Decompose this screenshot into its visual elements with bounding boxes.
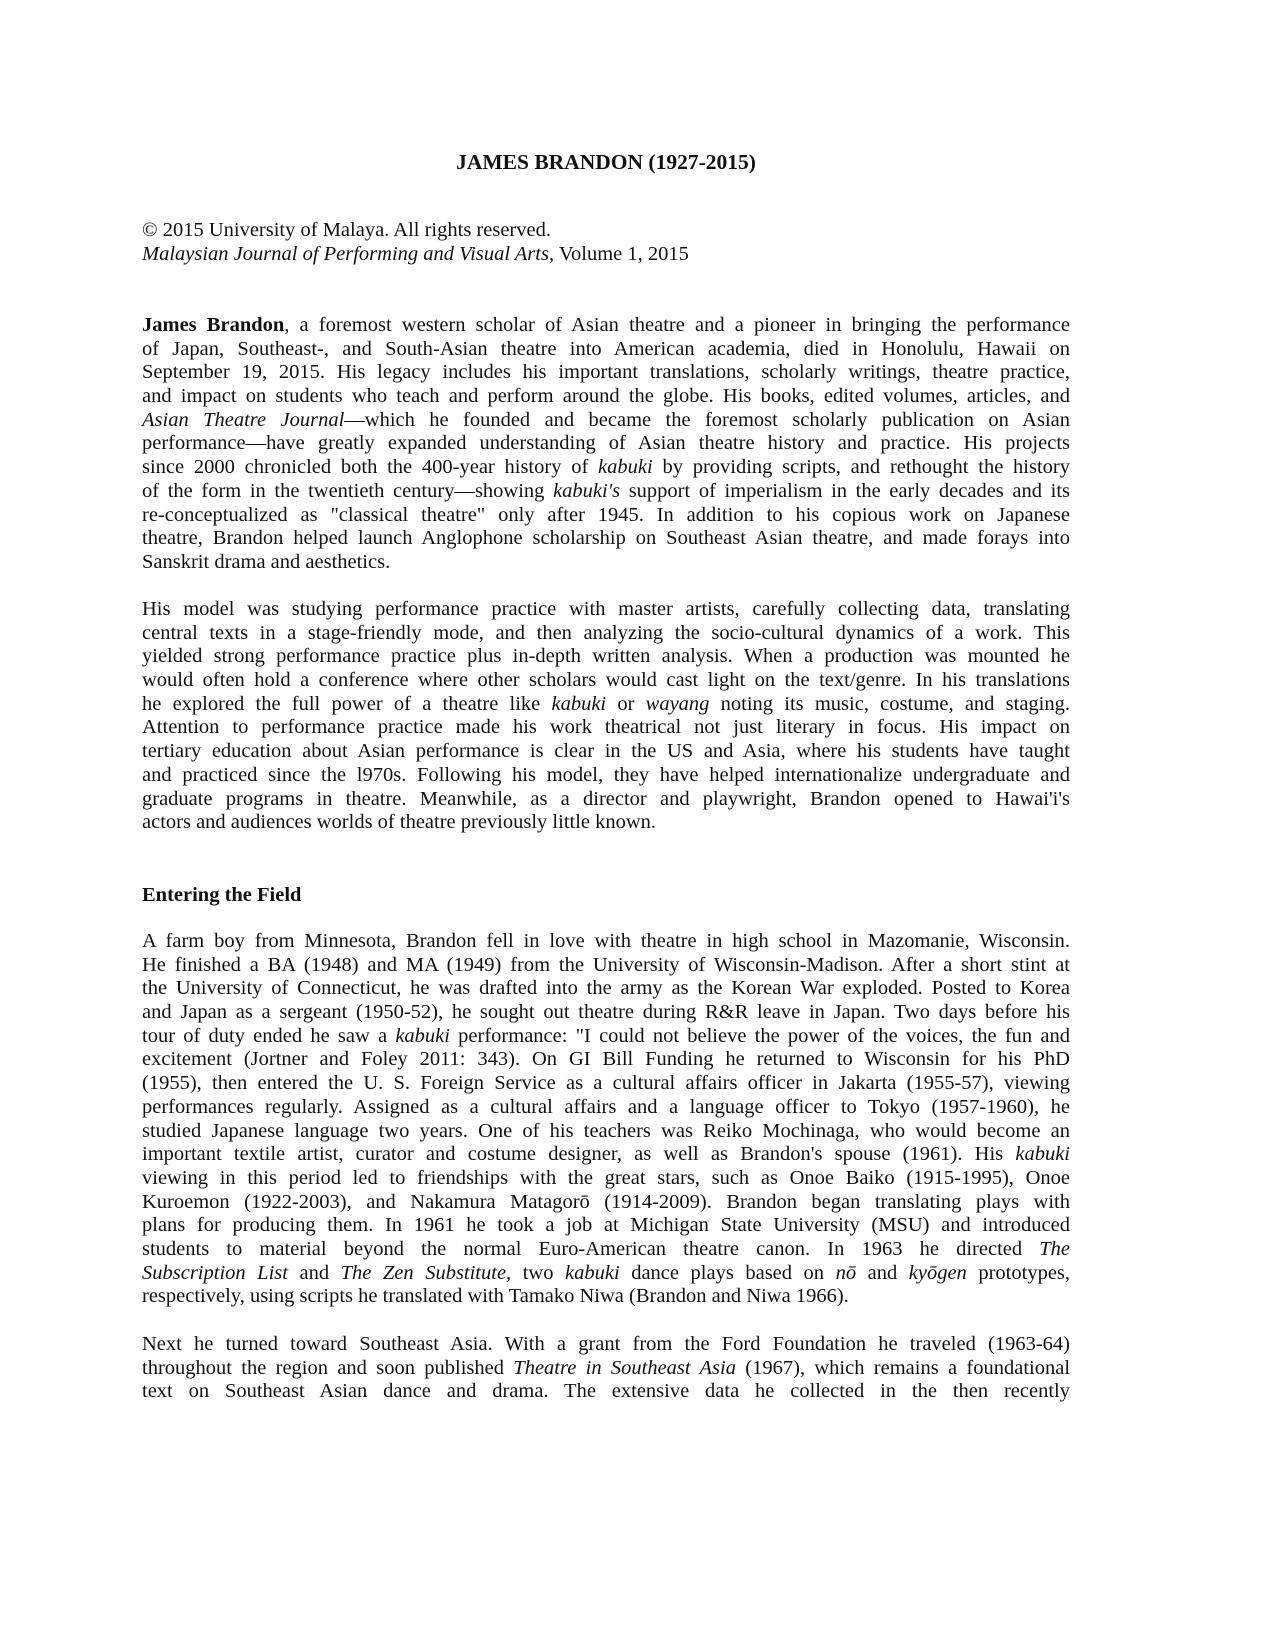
text-run: (1955), then entered the U. S. Foreign Service as a cultural affairs officer in Jakarta (1955-57), viewing [142,1072,1070,1095]
text-line [142,811,1070,835]
text-run: actors and audiences worlds of theatre previously little known. [142,811,657,834]
text-line [142,1333,1070,1357]
italic-term: Subscription List [142,1261,288,1284]
text-line [142,1285,1070,1309]
text-line [142,764,1070,788]
text-run: , a foremost western scholar of Asian theatre and a pioneer in bringing the performance [284,314,1070,336]
text-line [142,1025,1070,1049]
text-run: important textile artist, curator and costume designer, as well as Brandon's spouse (1961). His [142,1143,1016,1166]
paragraph-intro [142,314,1070,575]
text-run: A farm boy from Minnesota, Brandon fell in love with theatre in high school in Mazomanie, Wisconsin. [142,930,1070,952]
text-line [142,1120,1070,1144]
text-run: graduate programs in theatre. Meanwhile, as a director and playwright, Brandon opened to Hawai'i's [142,787,1070,810]
text-line [142,338,1070,362]
text-run: Kuroemon (1922-2003), and Nakamura Matagorō (1914-2009). Brandon began translating plays with [142,1190,1070,1213]
italic-term: kabuki [1015,1143,1070,1166]
text-run: central texts in a stage-friendly mode, and then analyzing the socio-cultural dynamics of a work. This [142,621,1070,644]
italic-term: nō [835,1261,857,1284]
text-line [142,788,1070,812]
text-run: tour of duty ended he saw a [142,1024,396,1047]
journal-name: Malaysian Journal of Performing and Visual Arts [142,242,549,265]
text-run: throughout the region and soon published [142,1356,514,1379]
copyright-notice: © 2015 University of Malaya. All rights reserved. [142,219,551,241]
italic-term: kyōgen [908,1261,967,1284]
text-run: studied Japanese language two years. One of his teachers was Reiko Mochinaga, who would become an [142,1119,1070,1142]
text-run: yielded strong performance practice plus in-depth written analysis. When a production was mounted he [142,645,1070,668]
text-line [142,1357,1070,1381]
italic-term: The [1039,1237,1070,1260]
text-run: Next he turned toward Southeast Asia. With a grant from the Ford Foundation he traveled (1963-64) [142,1333,1070,1355]
text-line [142,361,1070,385]
italic-term: kabuki [598,456,653,479]
text-run: would often hold a conference where other scholars would cast light on the text/genre. In his translations [142,669,1070,692]
text-run: His model was studying performance practice with master artists, carefully collecting data, translating [142,598,1070,620]
text-line [142,1001,1070,1025]
text-run: noting its music, costume, and staging. [709,692,1070,715]
text-line [142,1380,1070,1404]
text-line [142,1214,1070,1238]
text-line [142,930,1070,954]
text-run: and [856,1261,909,1284]
text-line [142,456,1070,480]
text-line [142,693,1070,717]
text-line [142,1072,1070,1096]
text-run: support of imperialism in the early decades and its [620,479,1070,502]
italic-term: Theatre in Southeast Asia [513,1356,736,1379]
text-run: and practiced since the l970s. Following his model, they have helped internationalize undergraduate and [142,763,1070,786]
section-heading: Entering the Field [142,884,302,906]
text-line [142,1048,1070,1072]
bold-name: James Brandon [142,314,285,336]
text-line [142,314,1070,338]
text-run: Attention to performance practice made his work theatrical not just literary in focus. His impact on [142,716,1070,739]
paragraph-entering-field [142,930,1070,1309]
text-line [142,1262,1070,1286]
text-line [142,598,1070,622]
text-line [142,1191,1070,1215]
text-line [142,622,1070,646]
text-run: of the form in the twentieth century—showing [142,479,554,502]
text-line [142,409,1070,433]
italic-term: Asian Theatre Journal [142,408,345,431]
text-run: Sanskrit drama and aesthetics. [142,550,391,573]
text-run: and impact on students who teach and perform around the globe. His books, edited volumes, articles, and [142,385,1070,408]
text-run: the University of Connecticut, he was drafted into the army as the Korean War exploded. Posted to Korea [142,977,1070,1000]
text-run: and Japan as a sergeant (1950-52), he sought out theatre during R&R leave in Japan. Two days before his [142,1001,1070,1024]
text-run: tertiary education about Asian performance is clear in the US and Asia, where his students have taught [142,740,1070,763]
journal-citation [142,243,689,267]
text-line [142,977,1070,1001]
text-run: excitement (Jortner and Foley 2011: 343). On GI Bill Funding he returned to Wisconsin for his PhD [142,1048,1070,1071]
text-line [142,480,1070,504]
text-line [142,716,1070,740]
text-run: two [511,1261,566,1284]
italic-term: The Zen Substitute, [340,1261,512,1284]
text-run: or [606,692,646,715]
italic-term: kabuki's [553,479,621,502]
text-line [142,1096,1070,1120]
paragraph-southeast-asia [142,1333,1070,1404]
paragraph-model [142,598,1070,835]
text-run: he explored the full power of a theatre like [142,692,552,715]
text-run: performance—have greatly expanded understanding of Asian theatre history and practice. His projects [142,432,1070,455]
text-line [142,669,1070,693]
text-line [142,1238,1070,1262]
text-run: dance plays based on [619,1261,836,1284]
text-line [142,1143,1070,1167]
text-run: (1967), which remains a foundational [735,1356,1071,1379]
text-run: performance: "I could not believe the power of the voices, the fun and [449,1024,1070,1047]
text-line [142,645,1070,669]
italic-term: kabuki [551,692,607,715]
text-run: by providing scripts, and rethought the history [652,456,1071,479]
text-run: students to material beyond the normal Euro-American theatre canon. In 1963 he directed [142,1237,1040,1260]
text-run: prototypes, [966,1261,1071,1284]
text-run: text on Southeast Asian dance and drama. The extensive data he collected in the then recently [142,1380,1070,1403]
italic-term: kabuki [565,1261,620,1284]
text-run: of Japan, Southeast-, and South-Asian theatre into American academia, died in Honolulu, Hawaii on [142,337,1070,360]
article-title: JAMES BRANDON (1927-2015) [456,150,756,174]
text-line [142,504,1070,528]
text-line [142,1167,1070,1191]
text-run: since 2000 chronicled both the 400-year history of [142,456,599,479]
text-line [142,551,1070,575]
text-run: plans for producing them. In 1961 he took a job at Michigan State University (MSU) and introduced [142,1214,1070,1237]
text-run: —which he founded and became the foremost scholarly publication on Asian [344,408,1070,431]
text-run: viewing in this period led to friendships with the great stars, such as Onoe Baiko (1915-1995), Onoe [142,1166,1070,1189]
italic-term: wayang [645,692,710,715]
text-line [142,385,1070,409]
text-run: performances regularly. Assigned as a cultural affairs and a language officer to Tokyo (1957-1960), he [142,1095,1070,1118]
text-line [142,954,1070,978]
text-run: and [287,1261,341,1284]
text-run: re-conceptualized as "classical theatre" only after 1945. In addition to his copious work on Japanese [142,503,1070,526]
text-line [142,740,1070,764]
text-line [142,527,1070,551]
text-run: September 19, 2015. His legacy includes his important translations, scholarly writings, theatre practice, [142,361,1070,384]
text-line [142,432,1070,456]
italic-term: kabuki [395,1024,450,1047]
text-run: He finished a BA (1948) and MA (1949) from the University of Wisconsin-Madison. After a short stint at [142,953,1070,976]
text-run: respectively, using scripts he translated with Tamako Niwa (Brandon and Niwa 1966). [142,1285,849,1308]
text-run: theatre, Brandon helped launch Anglophone scholarship on Southeast Asian theatre, and made forays into [142,527,1070,550]
journal-volume: , Volume 1, 2015 [548,242,689,265]
